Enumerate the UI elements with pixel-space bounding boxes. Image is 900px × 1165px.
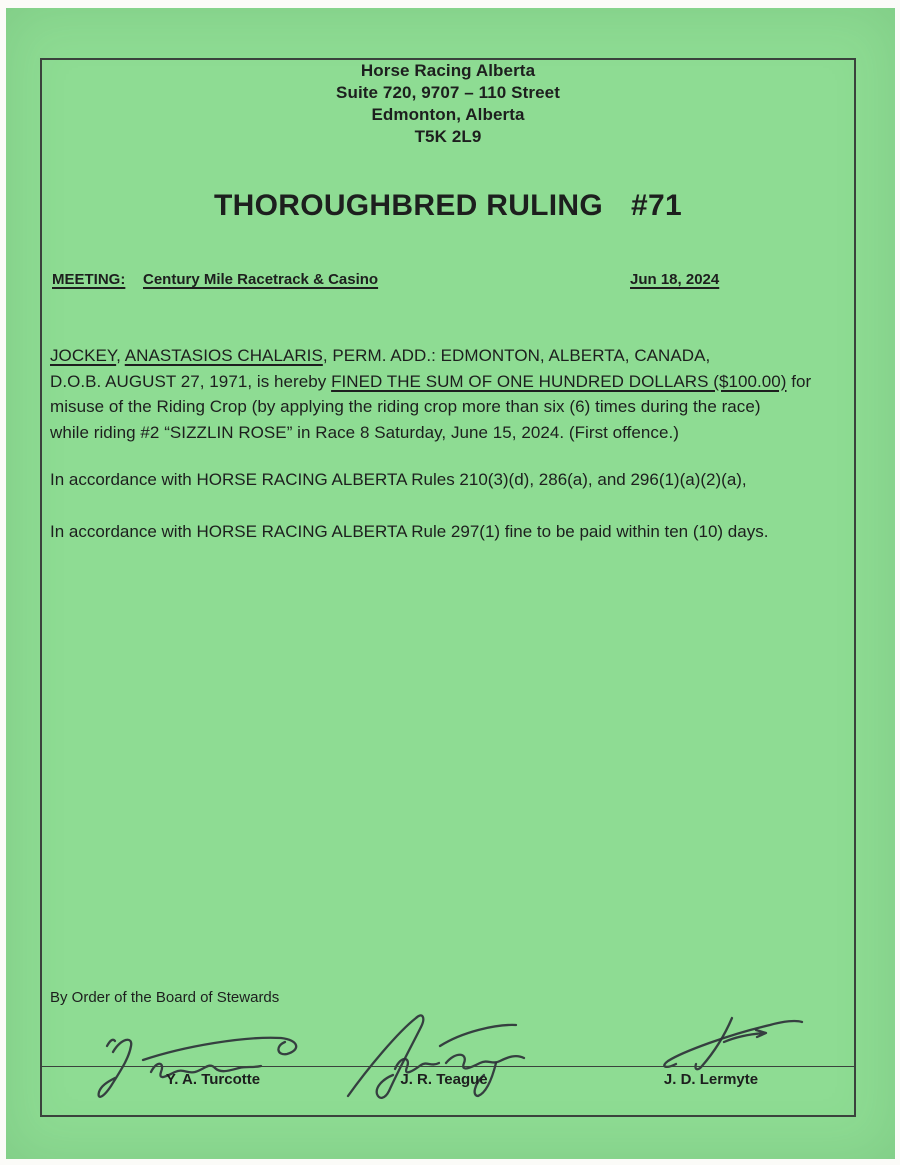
fine-clause-tail: for — [786, 371, 812, 391]
jockey-label: JOCKEY — [50, 346, 117, 365]
meeting-venue: Century Mile Racetrack & Casino — [143, 271, 379, 288]
by-order-text: By Order of the Board of Stewards — [50, 989, 280, 1006]
address-line: Suite 720, 9707 – 110 Street — [336, 83, 560, 102]
perm-address-text: , PERM. ADD.: EDMONTON, ALBERTA, CANADA, — [322, 346, 711, 365]
signature-lermyte — [648, 1012, 818, 1072]
page-title — [40, 189, 856, 223]
offence-description: misuse of the Riding Crop (by applying the riding crop more than six (6) times during the race) — [50, 397, 761, 416]
signature-line — [40, 1066, 856, 1067]
signatory-name: J. D. Lermyte — [663, 1071, 759, 1088]
ruling-title-text: THOROUGHBRED RULING — [214, 189, 604, 222]
rules-citation-2: In accordance with HORSE RACING ALBERTA Rule 297(1) fine to be paid within ten (10) days. — [50, 522, 769, 541]
fine-clause: FINED THE SUM OF ONE HUNDRED DOLLARS ($100.00) — [331, 371, 787, 391]
postal-code: T5K 2L9 — [414, 127, 482, 146]
separator-text: , — [116, 346, 125, 365]
meeting-label: MEETING: — [52, 271, 126, 288]
jockey-name: ANASTASIOS CHALARIS — [124, 346, 323, 365]
city-line: Edmonton, Alberta — [371, 105, 525, 124]
ruling-paragraph — [50, 343, 854, 445]
letterhead — [40, 60, 856, 148]
dob-text: D.O.B. AUGUST 27, 1971, is hereby — [50, 371, 332, 391]
signatory-name: Y. A. Turcotte — [165, 1071, 261, 1088]
rules-citation-1: In accordance with HORSE RACING ALBERTA Rules 210(3)(d), 286(a), and 296(1)(a)(2)(a), — [50, 470, 747, 489]
race-details: while riding #2 “SIZZLIN ROSE” in Race 8 Saturday, June 15, 2024. (First offence.) — [50, 422, 679, 442]
signatory-name: J. R. Teague — [400, 1071, 488, 1088]
meeting-date: Jun 18, 2024 — [630, 271, 720, 288]
signature-turcotte — [95, 1030, 310, 1100]
ruling-number: #71 — [631, 189, 682, 222]
org-name: Horse Racing Alberta — [360, 61, 536, 80]
